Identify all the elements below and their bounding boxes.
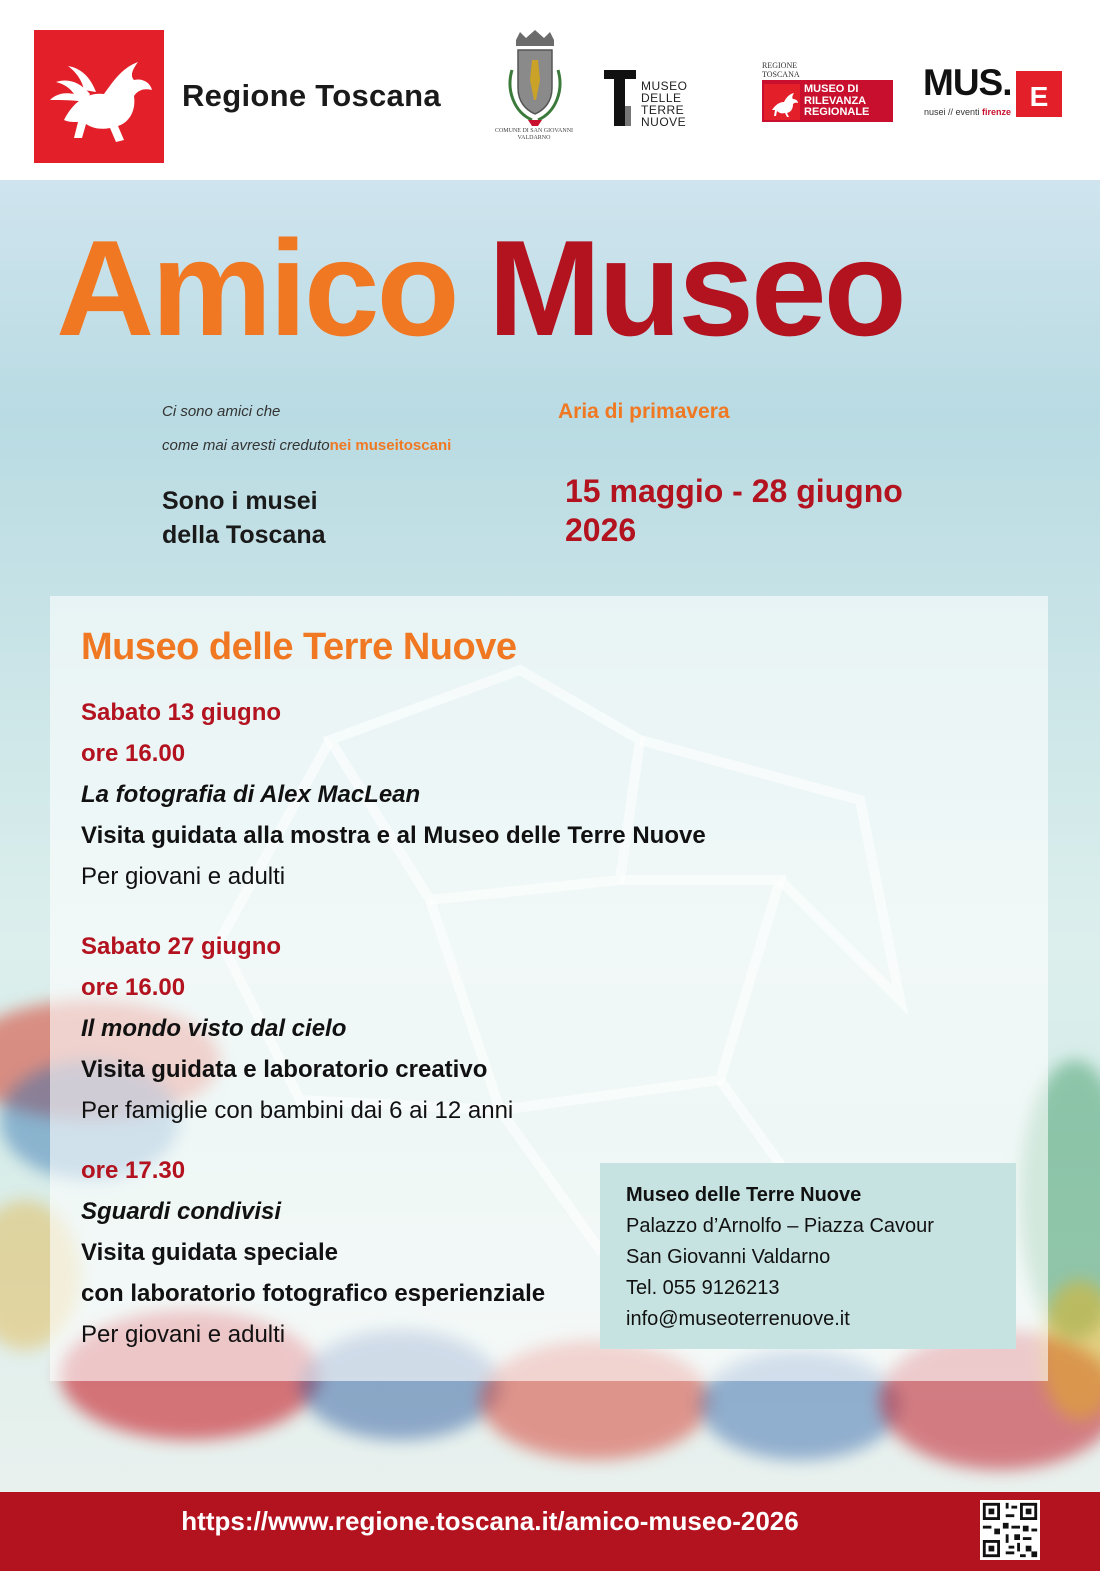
program-title: Museo delle Terre Nuove	[81, 626, 517, 668]
mrr-region-label: REGIONE TOSCANA	[762, 61, 800, 79]
coat-of-arms-icon	[492, 30, 578, 130]
contact-city: San Giovanni Valdarno	[626, 1246, 831, 1268]
pegasus-icon	[34, 30, 164, 163]
terre-nuove-t-icon	[604, 70, 636, 126]
title-amico: Amico	[56, 212, 457, 364]
dates-line-2: 2026	[565, 512, 637, 548]
event3-audience: Per giovani e adulti	[81, 1321, 286, 1348]
event3-name: Sguardi condivisi	[81, 1198, 282, 1225]
regione-toscana-name: Regione Toscana	[182, 78, 441, 113]
event1-date: Sabato 13 giugno	[81, 699, 282, 726]
event2-date: Sabato 27 giugno	[81, 933, 282, 960]
sono-line-2: della Toscana	[162, 521, 326, 549]
event1-time: ore 16.00	[81, 740, 186, 767]
terre-nuove-logo-text: MUSEO DELLE TERRE NUOVE	[641, 79, 688, 129]
muse-logo-subtitle	[924, 107, 1011, 117]
intro-highlight: nei museitoscani	[329, 437, 452, 454]
contact-name: Museo delle Terre Nuove	[626, 1184, 862, 1206]
sono-i-musei	[162, 484, 326, 552]
qr-code-icon	[980, 1500, 1040, 1560]
title-museo: Museo	[488, 212, 904, 364]
intro-line-1: Ci sono amici che	[162, 403, 281, 420]
terre-nuove-logo	[604, 70, 636, 131]
muse-logo-text: MUS.	[923, 62, 1012, 103]
intro-line-2-text: come mai avresti creduto	[162, 437, 330, 454]
contact-address: Palazzo d’Arnolfo – Piazza Cavour	[626, 1215, 934, 1237]
intro-line-2	[162, 437, 451, 454]
contact-email[interactable]: info@museoterrenuove.it	[626, 1308, 850, 1330]
footer-url-link[interactable]: https://www.regione.toscana.it/amico-museo-2026	[181, 1506, 799, 1536]
event2-desc: Visita guidata e laboratorio creativo	[81, 1056, 488, 1083]
pegasus-small-icon	[764, 84, 800, 120]
qr-code[interactable]	[980, 1500, 1040, 1560]
header-bar	[0, 0, 1100, 180]
muse-sub-text: nusei // eventi	[924, 107, 983, 117]
muse-logo-e: E	[1016, 71, 1062, 117]
event1-desc: Visita guidata alla mostra e al Museo delle Terre Nuove	[81, 822, 706, 849]
event1-name: La fotografia di Alex MacLean	[81, 781, 421, 808]
muse-sub-firenze: firenze	[982, 107, 1012, 117]
regione-toscana-logo	[34, 30, 164, 163]
event3-time: ore 17.30	[81, 1157, 186, 1184]
sono-line-1: Sono i musei	[162, 487, 318, 515]
aria-di-primavera: Aria di primavera	[558, 400, 730, 423]
event3-desc-1: Visita guidata speciale	[81, 1239, 339, 1266]
event2-name: Il mondo visto dal cielo	[81, 1015, 347, 1042]
event-dates	[565, 472, 903, 550]
comune-label: COMUNE DI SAN GIOVANNI VALDARNO	[494, 128, 574, 141]
event2-audience: Per famiglie con bambini dai 6 ai 12 anni	[81, 1097, 514, 1124]
mrr-label: MUSEO DI RILEVANZA REGIONALE	[804, 83, 870, 118]
event2-time: ore 16.00	[81, 974, 186, 1001]
event3-desc-2: con laboratorio fotografico esperienziale	[81, 1280, 546, 1307]
event1-audience: Per giovani e adulti	[81, 863, 286, 890]
dates-line-1: 15 maggio - 28 giugno	[565, 473, 903, 509]
contact-phone[interactable]: Tel. 055 9126213	[626, 1277, 780, 1299]
